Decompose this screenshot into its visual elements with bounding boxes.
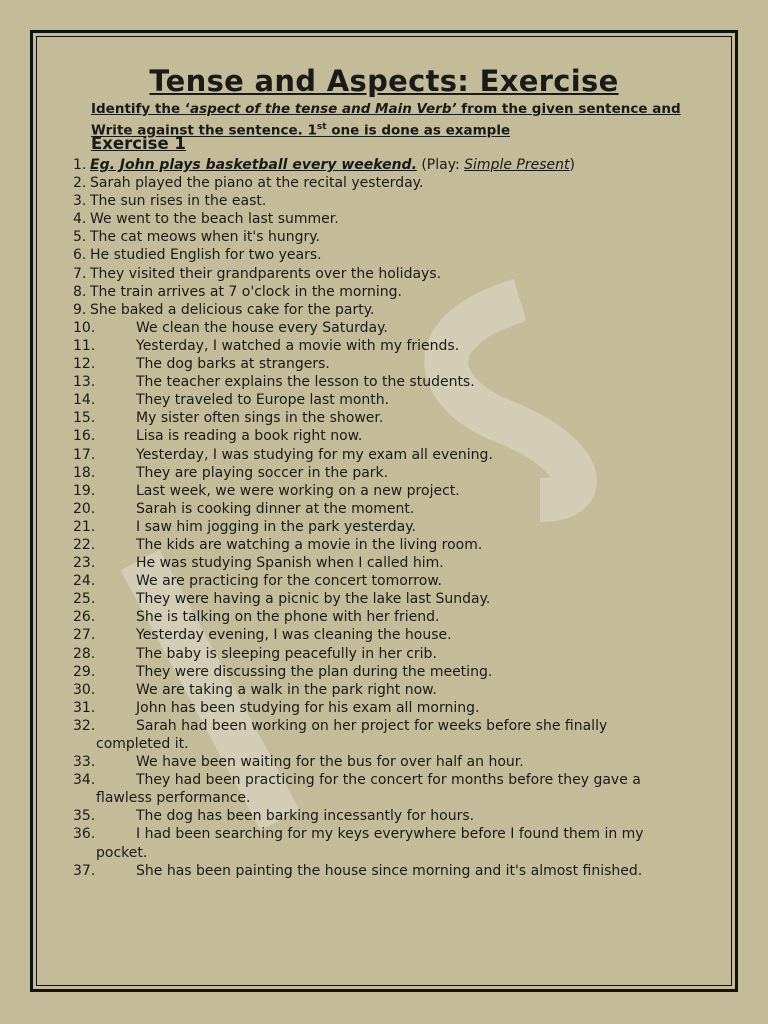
item-number: 31. xyxy=(73,699,96,716)
item-number: 26. xyxy=(73,609,96,626)
item-number: 20. xyxy=(73,500,96,517)
item-sentence: The baby is sleeping peacefully in her crib. xyxy=(136,645,437,662)
list-item xyxy=(73,391,683,409)
item-number: 8. xyxy=(73,283,87,300)
list-item xyxy=(73,192,683,210)
item-number: 15. xyxy=(73,410,96,427)
item-number: 3. xyxy=(73,193,87,210)
item-sentence: We are taking a walk in the park right now. xyxy=(136,681,437,698)
item-number: 18. xyxy=(73,464,96,481)
item-number: 12. xyxy=(73,356,96,373)
list-item xyxy=(73,409,683,427)
item-sentence: We have been waiting for the bus for over half an hour. xyxy=(136,754,524,771)
item-number: 1. xyxy=(73,157,87,173)
item-number: 35. xyxy=(73,808,96,825)
list-item xyxy=(73,753,683,771)
list-item xyxy=(73,699,683,717)
item-number: 5. xyxy=(73,229,87,246)
item-sentence: They traveled to Europe last month. xyxy=(136,392,390,409)
item-sentence: The sun rises in the east. xyxy=(90,193,267,210)
item-sentence: He studied English for two years. xyxy=(90,247,322,264)
item-sentence: The dog has been barking incessantly for hours. xyxy=(136,808,475,825)
item-sentence: John has been studying for his exam all morning. xyxy=(136,699,480,716)
item-sentence: The dog barks at strangers. xyxy=(136,356,330,373)
item-number: 34. xyxy=(73,772,96,789)
item-sentence: We clean the house every Saturday. xyxy=(136,319,388,336)
item-number: 27. xyxy=(73,627,96,644)
item-sentence: She baked a delicious cake for the party. xyxy=(90,301,375,318)
list-item xyxy=(73,717,683,753)
item-sentence: Sarah had been working on her project for weeks before she finally completed it. xyxy=(96,717,608,752)
item-sentence: We went to the beach last summer. xyxy=(90,211,339,228)
item-number: 28. xyxy=(73,645,96,662)
list-item xyxy=(73,645,683,663)
item-number: 23. xyxy=(73,555,96,572)
list-item xyxy=(73,373,683,391)
example-answer-prefix: (Play: xyxy=(416,157,465,173)
item-sentence: She has been painting the house since morning and it's almost finished. xyxy=(136,862,643,879)
list-item xyxy=(73,825,683,861)
item-sentence: The cat meows when it's hungry. xyxy=(90,229,320,246)
list-item xyxy=(73,301,683,319)
list-item xyxy=(73,246,683,264)
list-item xyxy=(73,518,683,536)
item-number: 37. xyxy=(73,862,96,879)
list-item xyxy=(73,283,683,301)
item-sentence: They are playing soccer in the park. xyxy=(136,464,389,481)
list-item xyxy=(73,663,683,681)
list-item xyxy=(73,771,683,807)
list-item xyxy=(73,427,683,445)
item-sentence: Last week, we were working on a new project. xyxy=(136,482,460,499)
list-item xyxy=(73,608,683,626)
item-number: 7. xyxy=(73,265,87,282)
list-item xyxy=(73,174,683,192)
item-sentence: Yesterday, I watched a movie with my friends. xyxy=(136,337,460,354)
list-item xyxy=(73,807,683,825)
list-item xyxy=(73,228,683,246)
list-item xyxy=(73,464,683,482)
item-sentence: Sarah is cooking dinner at the moment. xyxy=(136,500,415,517)
list-item xyxy=(73,482,683,500)
list-item xyxy=(73,681,683,699)
item-number: 2. xyxy=(73,175,87,192)
item-sentence: Yesterday evening, I was cleaning the house. xyxy=(136,627,452,644)
item-number: 36. xyxy=(73,826,96,843)
list-item xyxy=(73,572,683,590)
item-sentence: Lisa is reading a book right now. xyxy=(136,428,363,445)
list-item xyxy=(73,500,683,518)
list-item xyxy=(73,554,683,572)
item-number: 32. xyxy=(73,717,96,734)
list-item xyxy=(73,319,683,337)
item-number: 6. xyxy=(73,247,87,264)
list-item xyxy=(73,590,683,608)
item-sentence: The teacher explains the lesson to the students. xyxy=(136,374,475,391)
item-sentence: They visited their grandparents over the holidays. xyxy=(90,265,442,282)
item-number: 10. xyxy=(73,319,96,336)
item-number: 21. xyxy=(73,518,96,535)
list-item xyxy=(73,862,683,880)
item-sentence: He was studying Spanish when I called him. xyxy=(136,555,444,572)
item-number: 19. xyxy=(73,482,96,499)
list-item xyxy=(73,536,683,554)
item-sentence: I had been searching for my keys everywhere before I found them in my pocket. xyxy=(96,826,644,861)
item-sentence: They had been practicing for the concert for months before they gave a flawless performance. xyxy=(96,772,641,807)
item-number: 30. xyxy=(73,681,96,698)
item-number: 24. xyxy=(73,573,96,590)
example-answer-suffix: ) xyxy=(569,157,575,173)
item-number: 22. xyxy=(73,536,96,553)
item-number: 11. xyxy=(73,337,96,354)
instructions-part-2: aspect of the tense and Main Verb’ xyxy=(189,101,457,117)
example-answer-aspect: Simple Present xyxy=(464,157,570,173)
item-number: 25. xyxy=(73,591,96,608)
item-number: 29. xyxy=(73,663,96,680)
list-item xyxy=(73,265,683,283)
exercise-heading: Exercise 1 xyxy=(91,134,186,153)
list-item xyxy=(73,626,683,644)
item-number: 14. xyxy=(73,392,96,409)
instructions-superscript: st xyxy=(316,122,327,132)
item-number: 4. xyxy=(73,211,87,228)
item-number: 16. xyxy=(73,428,96,445)
item-sentence: The train arrives at 7 o'clock in the morning. xyxy=(90,283,402,300)
item-number: 9. xyxy=(73,301,87,318)
instructions-part-4: one is done as example xyxy=(326,122,511,139)
item-number: 17. xyxy=(73,446,96,463)
page-title: Tense and Aspects: Exercise xyxy=(149,64,619,98)
item-sentence: They were having a picnic by the lake last Sunday. xyxy=(136,591,491,608)
exercise-list xyxy=(73,156,683,880)
list-item xyxy=(73,446,683,464)
instructions-part-1: Identify the ‘ xyxy=(91,101,190,117)
item-sentence: The kids are watching a movie in the living room. xyxy=(136,536,483,553)
item-sentence: We are practicing for the concert tomorrow. xyxy=(136,573,442,590)
item-sentence: They were discussing the plan during the meeting. xyxy=(136,663,493,680)
item-sentence: I saw him jogging in the park yesterday. xyxy=(136,518,416,535)
instructions-part-3: from the given sentence and Write against the sentence. 1 xyxy=(91,101,681,139)
item-number: 13. xyxy=(73,374,96,391)
item-number: 33. xyxy=(73,754,96,771)
item-sentence: Yesterday, I was studying for my exam all evening. xyxy=(136,446,493,463)
item-sentence: She is talking on the phone with her friend. xyxy=(136,609,440,626)
list-item xyxy=(73,355,683,373)
list-item xyxy=(73,210,683,228)
item-sentence: Sarah played the piano at the recital yesterday. xyxy=(90,175,424,192)
example-sentence: Eg. John plays basketball every weekend. xyxy=(90,157,417,173)
item-sentence: My sister often sings in the shower. xyxy=(136,410,384,427)
list-item xyxy=(73,337,683,355)
example-item xyxy=(73,156,683,174)
